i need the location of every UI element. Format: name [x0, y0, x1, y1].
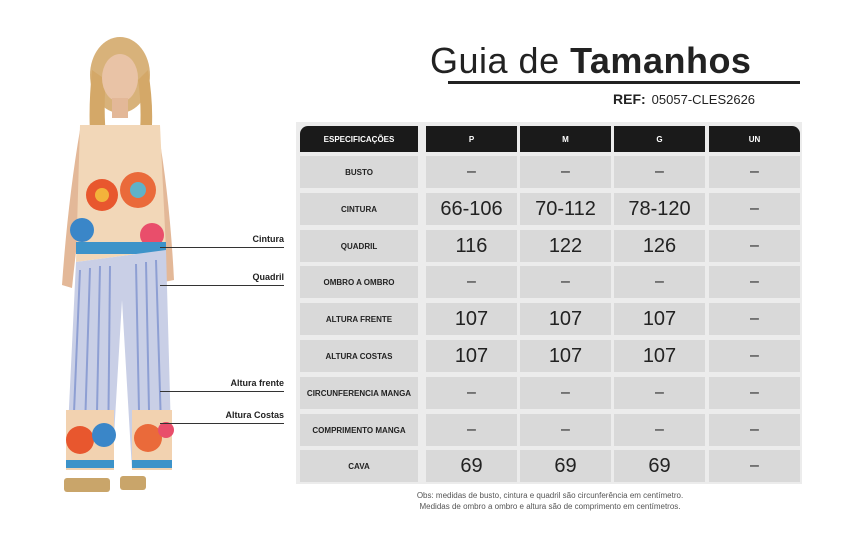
cell-p: – — [426, 156, 517, 188]
callout-label: Altura frente — [230, 378, 284, 388]
row-label: CAVA — [300, 450, 418, 482]
cell-p: – — [426, 414, 517, 446]
cell-g: 78-120 — [614, 193, 705, 225]
cell-m: – — [520, 156, 611, 188]
cell-g: 126 — [614, 230, 705, 262]
cell-m: 107 — [520, 340, 611, 372]
callout-label: Cintura — [252, 234, 284, 244]
cell-m: – — [520, 266, 611, 298]
note-line-1: Obs: medidas de busto, cintura e quadril são circunferência em centímetro. — [416, 491, 684, 500]
page-title — [430, 40, 751, 82]
row-label: OMBRO A OMBRO — [300, 266, 418, 298]
callout-altura-frente — [160, 378, 284, 392]
cell-m: 122 — [520, 230, 611, 262]
note-line-2: Medidas de ombro a ombro e altura são de comprimento em centímetros. — [419, 502, 681, 511]
cell-m: 70-112 — [520, 193, 611, 225]
model-photo — [40, 30, 190, 500]
cell-un: – — [709, 414, 800, 446]
cell-un: – — [709, 340, 800, 372]
cell-m: – — [520, 377, 611, 409]
row-label: ALTURA FRENTE — [300, 303, 418, 335]
callout-altura-costas — [160, 410, 284, 424]
cell-un: – — [709, 377, 800, 409]
cell-un: – — [709, 450, 800, 482]
cell-un: – — [709, 230, 800, 262]
cell-p: 116 — [426, 230, 517, 262]
cell-g: 107 — [614, 303, 705, 335]
cell-p: 107 — [426, 340, 517, 372]
cell-m: – — [520, 414, 611, 446]
title-bold: Tamanhos — [570, 40, 752, 81]
row-label: BUSTO — [300, 156, 418, 188]
cell-g: 107 — [614, 340, 705, 372]
title-underline — [448, 81, 800, 84]
cell-p: 107 — [426, 303, 517, 335]
ref-value: 05057-CLES2626 — [651, 92, 756, 107]
cell-p: – — [426, 266, 517, 298]
cell-g: – — [614, 266, 705, 298]
row-label: ALTURA COSTAS — [300, 340, 418, 372]
callout-label: Quadril — [252, 272, 284, 282]
row-label: CINTURA — [300, 193, 418, 225]
title-light: Guia de — [430, 40, 571, 81]
cell-g: – — [614, 414, 705, 446]
cell-un: – — [709, 266, 800, 298]
callout-label: Altura Costas — [225, 410, 284, 420]
header-un: UN — [709, 126, 800, 152]
header-specs: ESPECIFICAÇÕES — [300, 126, 418, 152]
row-label: CIRCUNFERENCIA MANGA — [300, 377, 418, 409]
cell-p: – — [426, 377, 517, 409]
callout-quadril — [160, 272, 284, 286]
reference-code — [613, 91, 755, 107]
cell-p: 69 — [426, 450, 517, 482]
cell-g: – — [614, 377, 705, 409]
cell-m: 107 — [520, 303, 611, 335]
callout-cintura — [160, 234, 284, 248]
cell-un: – — [709, 193, 800, 225]
cell-g: – — [614, 156, 705, 188]
row-label: QUADRIL — [300, 230, 418, 262]
cell-un: – — [709, 156, 800, 188]
row-label: COMPRIMENTO MANGA — [300, 414, 418, 446]
ref-key: REF: — [613, 91, 646, 107]
cell-m: 69 — [520, 450, 611, 482]
cell-un: – — [709, 303, 800, 335]
header-m: M — [520, 126, 611, 152]
cell-p: 66-106 — [426, 193, 517, 225]
header-g: G — [614, 126, 705, 152]
header-p: P — [426, 126, 517, 152]
cell-g: 69 — [614, 450, 705, 482]
